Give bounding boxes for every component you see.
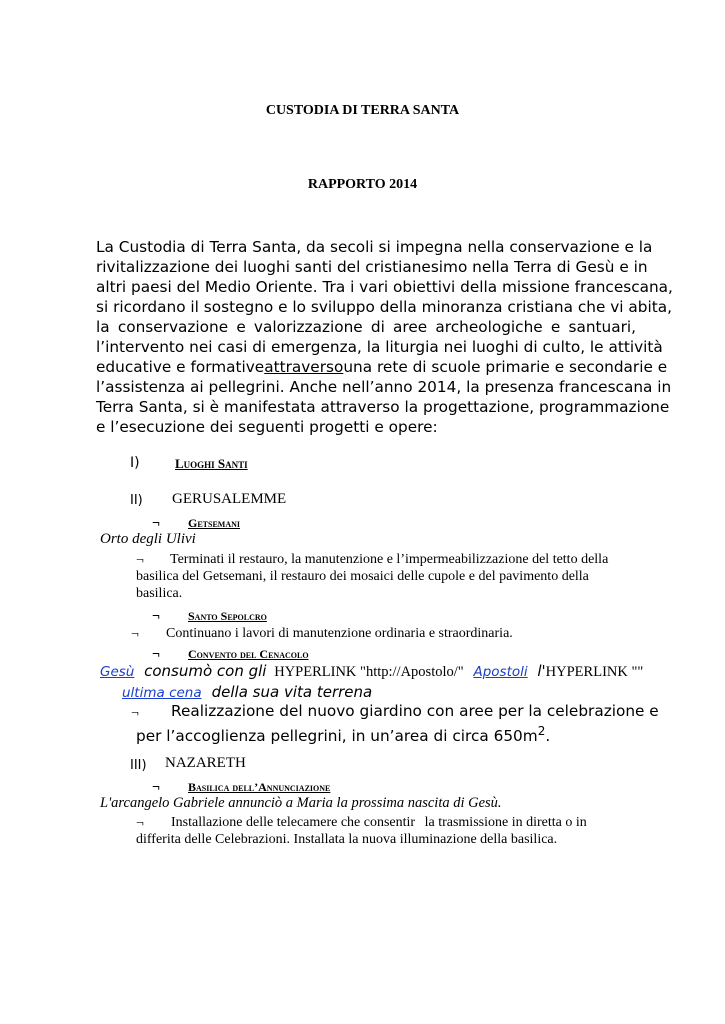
document-title: CUSTODIA DI TERRA SANTA [265, 103, 460, 118]
intro-line-1: La Custodia di Terra Santa, da secoli si impegna nella conservazione e la [96, 238, 653, 256]
sepolcro-heading: Santo Sepolcro [188, 609, 267, 623]
cenacolo-note-line-2 [122, 683, 372, 702]
section-2-title: GERUSALEMME [172, 491, 287, 507]
annunciazione-line-1 [171, 815, 587, 831]
cenacolo-note-line-1 [100, 662, 643, 681]
getsemani-line-1: Terminati il restauro, la manutenzione e l’impermeabilizzazione del tetto della [170, 552, 609, 567]
intro-line-3: altri paesi del Medio Oriente. Tra i vari obiettivi della missione francescana, [96, 278, 673, 296]
intro-line-5: la conservazione e valorizzazione di aree archeologiche e santuari, [96, 318, 636, 336]
attraverso-link[interactable]: attraverso [264, 358, 344, 376]
cenacolo-line-2-end: . [545, 727, 551, 746]
cenacolo-line-2 [136, 724, 550, 745]
annunciazione-line-2: differita delle Celebrazioni. Installata la nuova illuminazione della basilica. [136, 832, 558, 847]
cenacolo-note-text-5: della sua vita terrena [211, 683, 373, 701]
cenacolo-line-2-text: per l’accoglienza pellegrini, in un’area di circa 650m [136, 727, 538, 746]
bullet-icon: ¬ [136, 816, 144, 831]
annunciazione-line-1b: la trasmissione in diretta o in [424, 815, 587, 830]
getsemani-line-2: basilica del Getsemani, il restauro dei mosaici delle cupole e del pavimento della [136, 569, 589, 584]
bullet-icon: ¬ [152, 609, 160, 624]
section-1-title: Luoghi Santi [175, 456, 248, 471]
bullet-icon: ¬ [131, 627, 139, 642]
annunciazione-line-1a: Installazione delle telecamere che consentir [171, 815, 416, 830]
bullet-icon: ¬ [136, 553, 144, 568]
cenacolo-note-text-4: HYPERLINK "" [545, 664, 644, 680]
getsemani-heading: Getsemani [188, 516, 241, 530]
section-1-numeral: I) [130, 455, 140, 471]
intro-line-6: l’intervento nei casi di emergenza, la liturgia nei luoghi di culto, le attività [96, 338, 663, 356]
cenacolo-note-text-1: consumò con gli [144, 662, 267, 680]
bullet-icon: ¬ [152, 780, 160, 795]
annunciazione-note: L'arcangelo Gabriele annunciò a Maria la prossima nascita di Gesù. [100, 795, 502, 811]
section-3-numeral: III) [130, 758, 147, 773]
intro-line-8: l’assistenza ai pellegrini. Anche nell’anno 2014, la presenza francescana in [96, 378, 672, 396]
getsemani-line-3: basilica. [136, 586, 183, 601]
sepolcro-line: Continuano i lavori di manutenzione ordinaria e straordinaria. [166, 626, 513, 641]
section-3-title: NAZARETH [165, 755, 246, 771]
intro-line-7 [96, 358, 668, 376]
intro-line-2: rivitalizzazione dei luoghi santi del cristianesimo nella Terra di Gesù e in [96, 258, 648, 276]
intro-line-4: si ricordano il sostegno e lo sviluppo della minoranza cristiana che vi abita, [96, 298, 672, 316]
gesu-link[interactable]: Gesù [100, 664, 135, 680]
report-title: RAPPORTO 2014 [307, 177, 418, 192]
cenacolo-superscript: 2 [537, 724, 546, 738]
intro-line-7-after: una rete di scuole primarie e secondarie e [343, 358, 668, 376]
bullet-icon: ¬ [131, 706, 139, 721]
bullet-icon: ¬ [152, 647, 160, 662]
cenacolo-note-text-2: HYPERLINK "http://Apostolo/" [274, 664, 464, 680]
cenacolo-heading: Convento del Cenacolo [188, 647, 309, 661]
annunciazione-heading: Basilica dell’Annunciazione [188, 780, 331, 794]
intro-line-9: Terra Santa, si è manifestata attraverso la progettazione, programmazione [96, 398, 670, 416]
apostoli-link[interactable]: Apostoli [473, 664, 528, 680]
ultima-cena-link[interactable]: ultima cena [122, 685, 202, 701]
cenacolo-note-text-3: l' [537, 662, 546, 680]
intro-line-7-before: educative e formative [96, 358, 265, 376]
cenacolo-line-1: Realizzazione del nuovo giardino con aree per la celebrazione e [171, 702, 659, 720]
bullet-icon: ¬ [152, 516, 160, 531]
intro-line-10: e l’esecuzione dei seguenti progetti e opere: [96, 418, 438, 436]
getsemani-note: Orto degli Ulivi [100, 531, 196, 547]
section-2-numeral: II) [130, 493, 143, 508]
